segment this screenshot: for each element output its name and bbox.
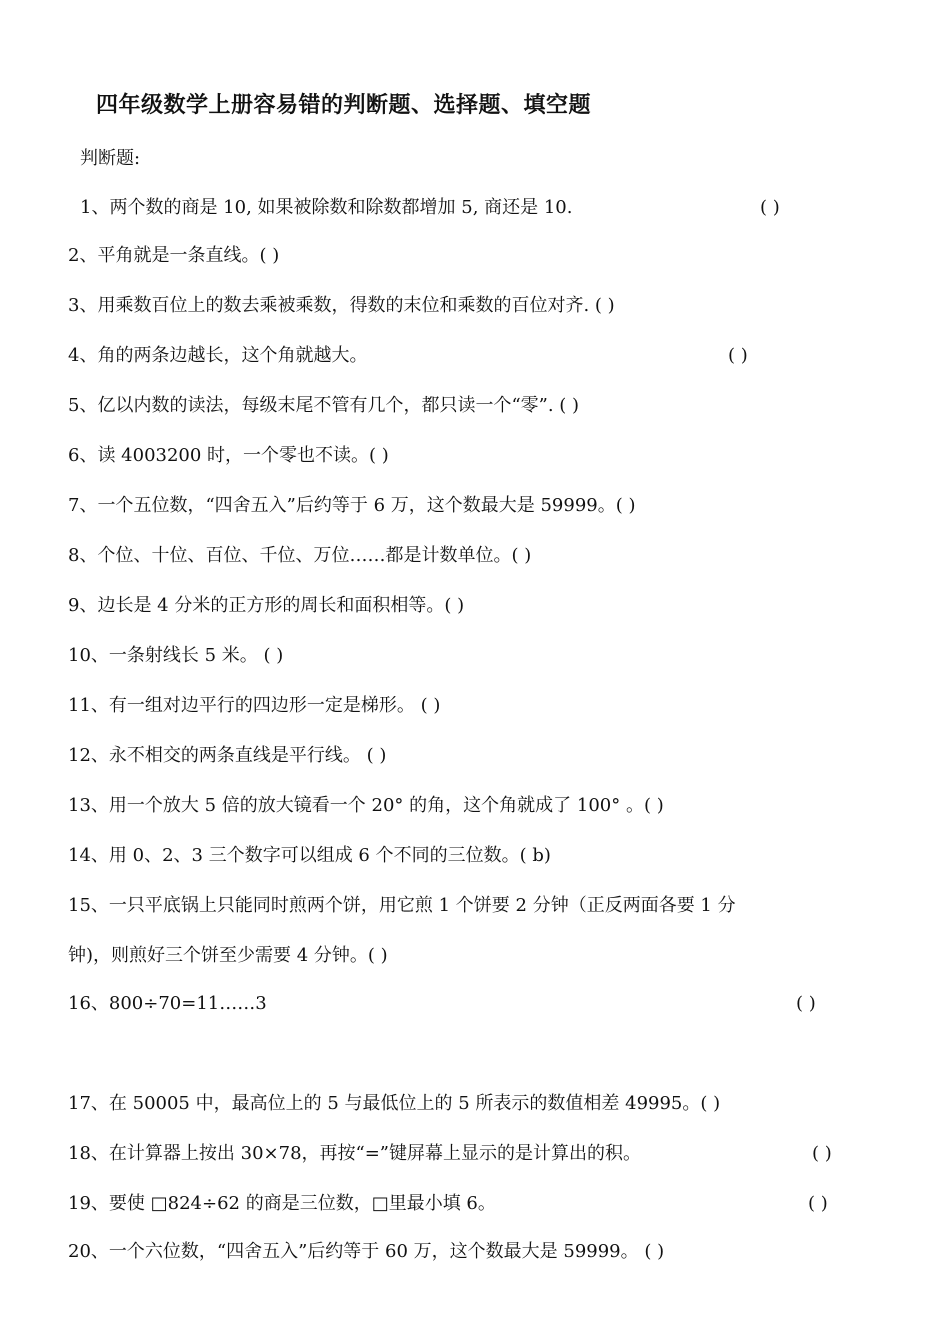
question-9: 9、边长是 4 分米的正方形的周长和面积相等。( ) — [68, 595, 465, 616]
question-15-line-2: 钟)，则煎好三个饼至少需要 4 分钟。( ) — [68, 945, 388, 966]
question-8: 8、个位、十位、百位、千位、万位……都是计数单位。( ) — [68, 545, 532, 566]
question-10: 10、一条射线长 5 米。 ( ) — [68, 645, 284, 666]
question-1: 1、两个数的商是 10, 如果被除数和除数都增加 5, 商还是 10. — [80, 197, 573, 218]
question-14: 14、用 0、2、3 三个数字可以组成 6 个不同的三位数。( b) — [68, 845, 551, 866]
question-18: 18、在计算器上按出 30×78，再按“=”键屏幕上显示的是计算出的积。 — [68, 1143, 642, 1164]
question-6: 6、读 4003200 时，一个零也不读。( ) — [68, 445, 389, 466]
question-13: 13、用一个放大 5 倍的放大镜看一个 20° 的角，这个角就成了 100° 。( ) — [68, 795, 664, 816]
answer-bracket-4: ( ) — [728, 345, 748, 366]
question-12: 12、永不相交的两条直线是平行线。 ( ) — [68, 745, 387, 766]
question-20: 20、一个六位数，“四舍五入”后约等于 60 万，这个数最大是 59999。 ( ) — [68, 1241, 665, 1262]
question-19: 19、要使 □824÷62 的商是三位数，□里最小填 6。 — [68, 1193, 496, 1214]
question-2: 2、平角就是一条直线。( ) — [68, 245, 280, 266]
question-15-line-1: 15、一只平底锅上只能同时煎两个饼，用它煎 1 个饼要 2 分钟（正反两面各要 1 分 — [68, 895, 736, 916]
section-label: 判断题: — [80, 148, 141, 169]
answer-bracket-1: ( ) — [760, 197, 780, 218]
answer-bracket-16: ( ) — [796, 993, 816, 1014]
question-16: 16、800÷70=11……3 — [68, 993, 267, 1014]
answer-bracket-18: ( ) — [812, 1143, 832, 1164]
question-5: 5、亿以内数的读法，每级末尾不管有几个，都只读一个“零”. ( ) — [68, 395, 580, 416]
question-3: 3、用乘数百位上的数去乘被乘数，得数的末位和乘数的百位对齐. ( ) — [68, 295, 615, 316]
question-7: 7、一个五位数，“四舍五入”后约等于 6 万，这个数最大是 59999。( ) — [68, 495, 636, 516]
answer-bracket-19: ( ) — [808, 1193, 828, 1214]
question-17: 17、在 50005 中，最高位上的 5 与最低位上的 5 所表示的数值相差 49995。( ) — [68, 1093, 721, 1114]
question-11: 11、有一组对边平行的四边形一定是梯形。 ( ) — [68, 695, 441, 716]
page-title: 四年级数学上册容易错的判断题、选择题、填空题 — [96, 93, 592, 118]
question-4: 4、角的两条边越长，这个角就越大。 — [68, 345, 368, 366]
